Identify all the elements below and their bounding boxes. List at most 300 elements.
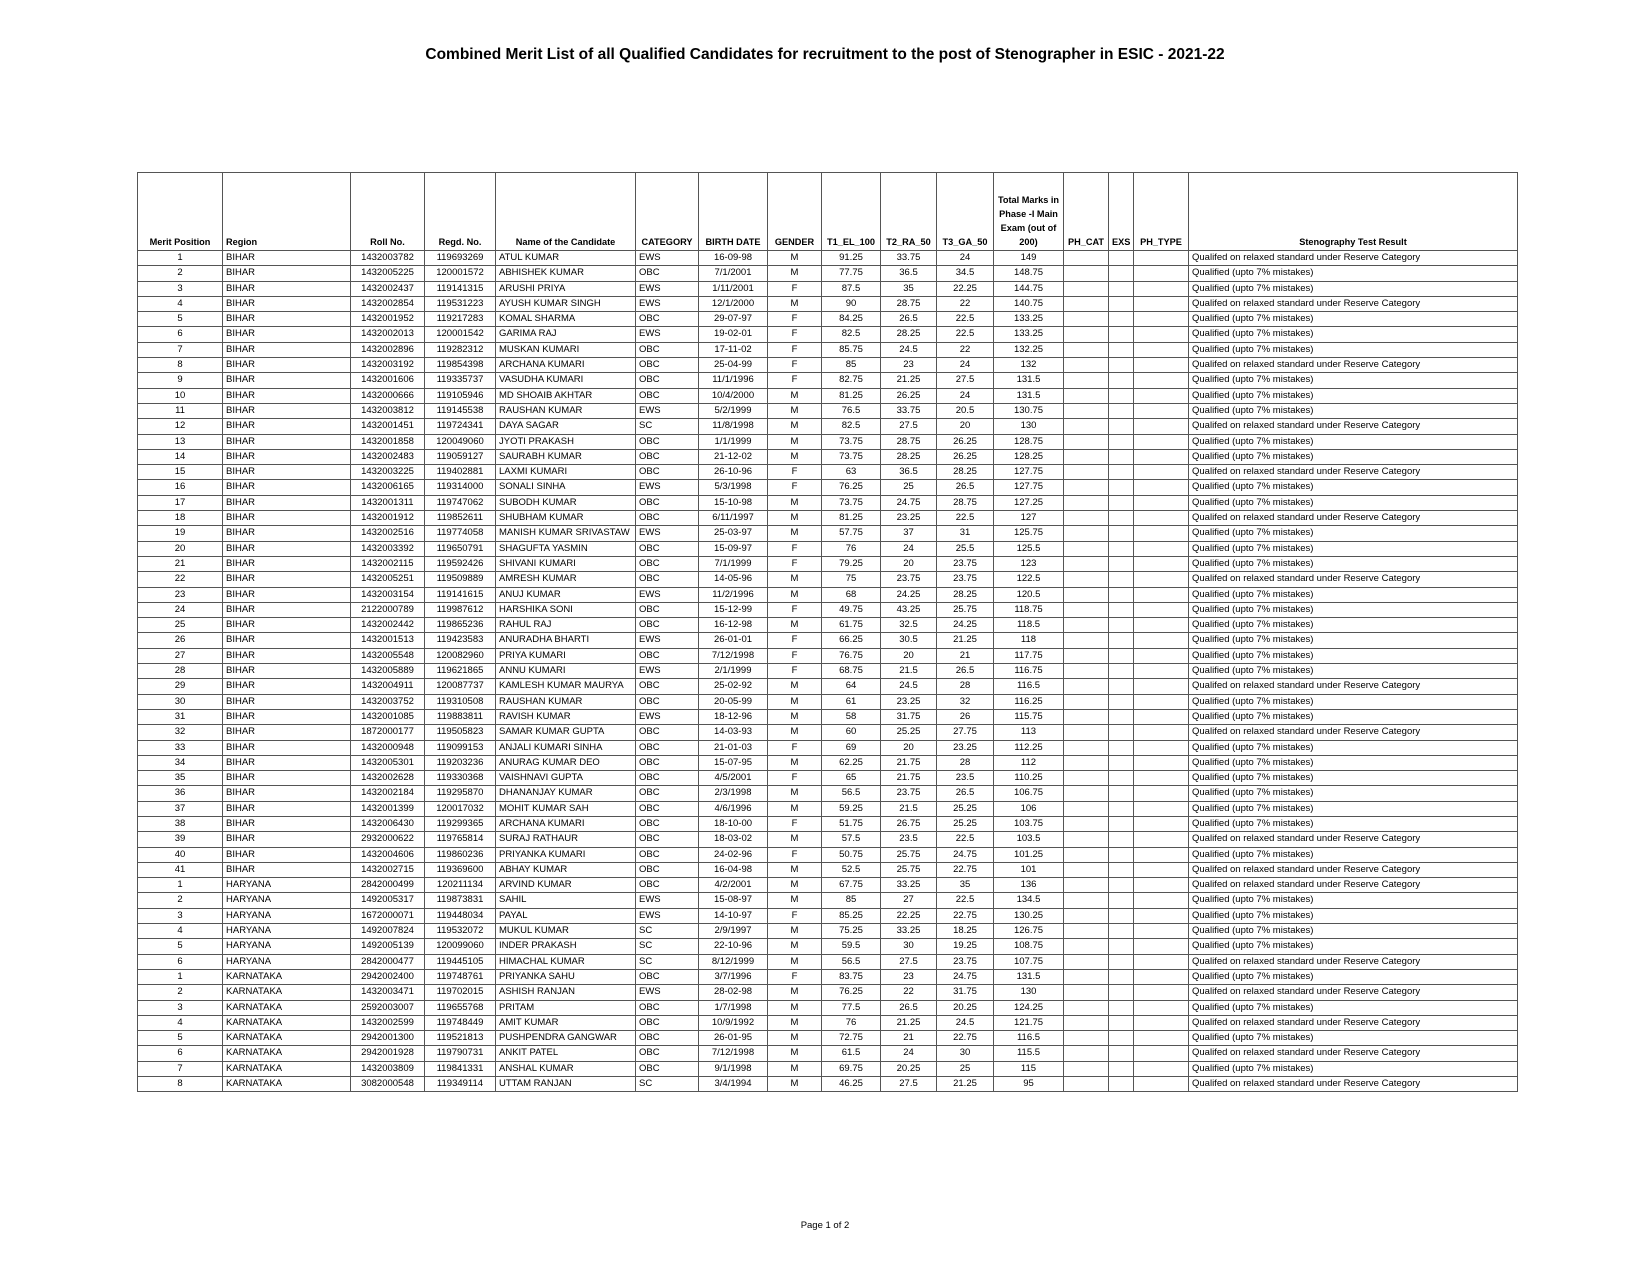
steno-result-cell: Qualified (upto 7% mistakes)	[1189, 908, 1518, 923]
gender-cell: M	[768, 709, 822, 724]
table-row	[138, 495, 1518, 510]
category-cell: OBC	[636, 1046, 699, 1061]
gender-cell: F	[768, 602, 822, 617]
exs-cell	[1109, 251, 1134, 266]
category-cell: EWS	[636, 251, 699, 266]
birth-date-cell: 17-11-02	[699, 342, 768, 357]
table-row	[138, 847, 1518, 862]
table-row	[138, 312, 1518, 327]
merit-position-cell: 34	[138, 755, 223, 770]
gender-cell: F	[768, 541, 822, 556]
birth-date-cell: 29-07-97	[699, 312, 768, 327]
merit-position-cell: 6	[138, 1046, 223, 1061]
ph-cat-cell	[1064, 266, 1109, 281]
t1-el-100-cell: 69	[822, 740, 881, 755]
exs-cell	[1109, 556, 1134, 571]
t3-ga-50-cell: 35	[937, 878, 994, 893]
t2-ra-50-cell: 25	[881, 480, 937, 495]
steno-result-cell: Qualified (upto 7% mistakes)	[1189, 1031, 1518, 1046]
category-cell: OBC	[636, 878, 699, 893]
birth-date-cell: 1/11/2001	[699, 281, 768, 296]
steno-result-cell: Qualified (upto 7% mistakes)	[1189, 939, 1518, 954]
t3-ga-50-cell: 25.5	[937, 541, 994, 556]
exs-cell	[1109, 862, 1134, 877]
region-cell: BIHAR	[223, 541, 351, 556]
regd-no-cell: 119883811	[425, 709, 496, 724]
roll-no-cell: 1432003225	[351, 465, 425, 480]
steno-result-cell: Qualified (upto 7% mistakes)	[1189, 556, 1518, 571]
t3-ga-50-cell: 23.75	[937, 954, 994, 969]
merit-position-cell: 16	[138, 480, 223, 495]
merit-list-table	[137, 172, 1518, 1092]
t1-el-100-cell: 62.25	[822, 755, 881, 770]
gender-cell: M	[768, 878, 822, 893]
gender-cell: M	[768, 1000, 822, 1015]
candidate-name-cell: UTTAM RANJAN	[496, 1077, 636, 1092]
regd-no-cell: 120087737	[425, 679, 496, 694]
total-marks-cell: 103.5	[994, 832, 1064, 847]
ph-type-cell	[1134, 281, 1189, 296]
candidate-name-cell: SURAJ RATHAUR	[496, 832, 636, 847]
table-row	[138, 633, 1518, 648]
birth-date-cell: 18-03-02	[699, 832, 768, 847]
birth-date-cell: 22-10-96	[699, 939, 768, 954]
birth-date-cell: 20-05-99	[699, 694, 768, 709]
t2-ra-50-cell: 23.25	[881, 694, 937, 709]
candidate-name-cell: RAUSHAN KUMAR	[496, 694, 636, 709]
merit-position-cell: 27	[138, 648, 223, 663]
total-marks-cell: 101.25	[994, 847, 1064, 862]
ph-type-cell	[1134, 373, 1189, 388]
regd-no-cell: 119852611	[425, 511, 496, 526]
candidate-name-cell: SAMAR KUMAR GUPTA	[496, 725, 636, 740]
t1-el-100-cell: 76.75	[822, 648, 881, 663]
merit-position-cell: 35	[138, 771, 223, 786]
steno-result-cell: Qualifed on relaxed standard under Reserve Category	[1189, 572, 1518, 587]
gender-cell: F	[768, 373, 822, 388]
exs-cell	[1109, 816, 1134, 831]
steno-result-cell: Qualifed on relaxed standard under Reserve Category	[1189, 832, 1518, 847]
header-region: Region	[223, 173, 351, 251]
t2-ra-50-cell: 33.75	[881, 251, 937, 266]
exs-cell	[1109, 572, 1134, 587]
exs-cell	[1109, 740, 1134, 755]
regd-no-cell: 119310508	[425, 694, 496, 709]
table-row	[138, 969, 1518, 984]
category-cell: SC	[636, 419, 699, 434]
table-row	[138, 465, 1518, 480]
roll-no-cell: 1432001912	[351, 511, 425, 526]
regd-no-cell: 119748449	[425, 1015, 496, 1030]
roll-no-cell: 1432002516	[351, 526, 425, 541]
category-cell: EWS	[636, 403, 699, 418]
t2-ra-50-cell: 26.75	[881, 816, 937, 831]
candidate-name-cell: ANKIT PATEL	[496, 1046, 636, 1061]
candidate-name-cell: RAVISH KUMAR	[496, 709, 636, 724]
steno-result-cell: Qualified (upto 7% mistakes)	[1189, 449, 1518, 464]
total-marks-cell: 125.75	[994, 526, 1064, 541]
birth-date-cell: 2/3/1998	[699, 786, 768, 801]
ph-cat-cell	[1064, 495, 1109, 510]
t1-el-100-cell: 85.75	[822, 342, 881, 357]
candidate-name-cell: MD SHOAIB AKHTAR	[496, 388, 636, 403]
roll-no-cell: 2932000622	[351, 832, 425, 847]
table-body	[138, 251, 1518, 1092]
category-cell: OBC	[636, 816, 699, 831]
ph-type-cell	[1134, 816, 1189, 831]
steno-result-cell: Qualified (upto 7% mistakes)	[1189, 495, 1518, 510]
t1-el-100-cell: 76.5	[822, 403, 881, 418]
exs-cell	[1109, 969, 1134, 984]
ph-cat-cell	[1064, 281, 1109, 296]
birth-date-cell: 11/1/1996	[699, 373, 768, 388]
total-marks-cell: 120.5	[994, 587, 1064, 602]
candidate-name-cell: AMRESH KUMAR	[496, 572, 636, 587]
merit-position-cell: 21	[138, 556, 223, 571]
roll-no-cell: 1432005889	[351, 664, 425, 679]
t2-ra-50-cell: 22	[881, 985, 937, 1000]
regd-no-cell: 119369600	[425, 862, 496, 877]
total-marks-cell: 115.75	[994, 709, 1064, 724]
exs-cell	[1109, 847, 1134, 862]
header-ph-type: PH_TYPE	[1134, 173, 1189, 251]
roll-no-cell: 1432002483	[351, 449, 425, 464]
steno-result-cell: Qualified (upto 7% mistakes)	[1189, 480, 1518, 495]
merit-position-cell: 3	[138, 908, 223, 923]
ph-cat-cell	[1064, 832, 1109, 847]
steno-result-cell: Qualified (upto 7% mistakes)	[1189, 664, 1518, 679]
regd-no-cell: 119854398	[425, 358, 496, 373]
region-cell: BIHAR	[223, 602, 351, 617]
birth-date-cell: 6/11/1997	[699, 511, 768, 526]
region-cell: BIHAR	[223, 434, 351, 449]
regd-no-cell: 119145538	[425, 403, 496, 418]
merit-position-cell: 8	[138, 1077, 223, 1092]
exs-cell	[1109, 1061, 1134, 1076]
region-cell: KARNATAKA	[223, 1000, 351, 1015]
table-row	[138, 251, 1518, 266]
birth-date-cell: 28-02-98	[699, 985, 768, 1000]
birth-date-cell: 8/12/1999	[699, 954, 768, 969]
t2-ra-50-cell: 21.5	[881, 801, 937, 816]
birth-date-cell: 25-02-92	[699, 679, 768, 694]
regd-no-cell: 119282312	[425, 342, 496, 357]
region-cell: BIHAR	[223, 388, 351, 403]
birth-date-cell: 25-04-99	[699, 358, 768, 373]
ph-cat-cell	[1064, 694, 1109, 709]
t3-ga-50-cell: 22.25	[937, 281, 994, 296]
ph-cat-cell	[1064, 541, 1109, 556]
table-row	[138, 480, 1518, 495]
regd-no-cell: 119724341	[425, 419, 496, 434]
category-cell: EWS	[636, 480, 699, 495]
table-row	[138, 954, 1518, 969]
ph-cat-cell	[1064, 878, 1109, 893]
candidate-name-cell: SUBODH KUMAR	[496, 495, 636, 510]
total-marks-cell: 127	[994, 511, 1064, 526]
birth-date-cell: 2/9/1997	[699, 924, 768, 939]
merit-position-cell: 9	[138, 373, 223, 388]
region-cell: BIHAR	[223, 342, 351, 357]
t2-ra-50-cell: 20	[881, 740, 937, 755]
total-marks-cell: 133.25	[994, 327, 1064, 342]
total-marks-cell: 115	[994, 1061, 1064, 1076]
steno-result-cell: Qualified (upto 7% mistakes)	[1189, 434, 1518, 449]
total-marks-cell: 148.75	[994, 266, 1064, 281]
category-cell: OBC	[636, 572, 699, 587]
total-marks-cell: 128.75	[994, 434, 1064, 449]
category-cell: OBC	[636, 1015, 699, 1030]
merit-position-cell: 6	[138, 954, 223, 969]
merit-position-cell: 39	[138, 832, 223, 847]
region-cell: BIHAR	[223, 327, 351, 342]
gender-cell: F	[768, 664, 822, 679]
ph-cat-cell	[1064, 755, 1109, 770]
candidate-name-cell: PRIYANKA KUMARI	[496, 847, 636, 862]
t1-el-100-cell: 82.5	[822, 419, 881, 434]
gender-cell: F	[768, 312, 822, 327]
birth-date-cell: 26-10-96	[699, 465, 768, 480]
table-row	[138, 801, 1518, 816]
birth-date-cell: 11/8/1998	[699, 419, 768, 434]
candidate-name-cell: MUSKAN KUMARI	[496, 342, 636, 357]
candidate-name-cell: JYOTI PRAKASH	[496, 434, 636, 449]
candidate-name-cell: ANNU KUMARI	[496, 664, 636, 679]
candidate-name-cell: DHANANJAY KUMAR	[496, 786, 636, 801]
total-marks-cell: 131.5	[994, 388, 1064, 403]
ph-type-cell	[1134, 786, 1189, 801]
roll-no-cell: 1432001311	[351, 495, 425, 510]
t3-ga-50-cell: 22.5	[937, 832, 994, 847]
ph-cat-cell	[1064, 480, 1109, 495]
t3-ga-50-cell: 20.25	[937, 1000, 994, 1015]
region-cell: BIHAR	[223, 786, 351, 801]
gender-cell: M	[768, 985, 822, 1000]
header-t2-ra-50: T2_RA_50	[881, 173, 937, 251]
table-row	[138, 1031, 1518, 1046]
roll-no-cell: 1432004911	[351, 679, 425, 694]
ph-cat-cell	[1064, 939, 1109, 954]
ph-type-cell	[1134, 251, 1189, 266]
gender-cell: M	[768, 526, 822, 541]
regd-no-cell: 119702015	[425, 985, 496, 1000]
steno-result-cell: Qualifed on relaxed standard under Reserve Category	[1189, 419, 1518, 434]
t3-ga-50-cell: 25.25	[937, 801, 994, 816]
steno-result-cell: Qualified (upto 7% mistakes)	[1189, 526, 1518, 541]
candidate-name-cell: PRIYA KUMARI	[496, 648, 636, 663]
t1-el-100-cell: 57.5	[822, 832, 881, 847]
t1-el-100-cell: 69.75	[822, 1061, 881, 1076]
ph-type-cell	[1134, 1015, 1189, 1030]
roll-no-cell: 1432004606	[351, 847, 425, 862]
t2-ra-50-cell: 32.5	[881, 618, 937, 633]
region-cell: HARYANA	[223, 939, 351, 954]
exs-cell	[1109, 480, 1134, 495]
t2-ra-50-cell: 26.25	[881, 388, 937, 403]
exs-cell	[1109, 373, 1134, 388]
ph-cat-cell	[1064, 801, 1109, 816]
header-birth-date: BIRTH DATE	[699, 173, 768, 251]
ph-type-cell	[1134, 556, 1189, 571]
table-row	[138, 434, 1518, 449]
ph-type-cell	[1134, 847, 1189, 862]
candidate-name-cell: GARIMA RAJ	[496, 327, 636, 342]
steno-result-cell: Qualifed on relaxed standard under Reserve Category	[1189, 358, 1518, 373]
gender-cell: F	[768, 648, 822, 663]
steno-result-cell: Qualified (upto 7% mistakes)	[1189, 709, 1518, 724]
candidate-name-cell: ARVIND KUMAR	[496, 878, 636, 893]
total-marks-cell: 149	[994, 251, 1064, 266]
table-row	[138, 526, 1518, 541]
t1-el-100-cell: 90	[822, 296, 881, 311]
table-row	[138, 1015, 1518, 1030]
candidate-name-cell: PRIYANKA SAHU	[496, 969, 636, 984]
steno-result-cell: Qualified (upto 7% mistakes)	[1189, 924, 1518, 939]
roll-no-cell: 1432006430	[351, 816, 425, 831]
total-marks-cell: 115.5	[994, 1046, 1064, 1061]
t3-ga-50-cell: 21	[937, 648, 994, 663]
total-marks-cell: 127.75	[994, 465, 1064, 480]
table-row	[138, 556, 1518, 571]
t3-ga-50-cell: 28	[937, 679, 994, 694]
ph-cat-cell	[1064, 908, 1109, 923]
t3-ga-50-cell: 20.5	[937, 403, 994, 418]
total-marks-cell: 127.25	[994, 495, 1064, 510]
merit-position-cell: 3	[138, 1000, 223, 1015]
category-cell: OBC	[636, 602, 699, 617]
category-cell: OBC	[636, 465, 699, 480]
category-cell: OBC	[636, 694, 699, 709]
category-cell: OBC	[636, 771, 699, 786]
t2-ra-50-cell: 23	[881, 969, 937, 984]
table-row	[138, 342, 1518, 357]
gender-cell: F	[768, 327, 822, 342]
birth-date-cell: 10/4/2000	[699, 388, 768, 403]
t1-el-100-cell: 81.25	[822, 388, 881, 403]
birth-date-cell: 18-12-96	[699, 709, 768, 724]
ph-cat-cell	[1064, 1000, 1109, 1015]
merit-position-cell: 41	[138, 862, 223, 877]
ph-type-cell	[1134, 633, 1189, 648]
table-row	[138, 985, 1518, 1000]
merit-position-cell: 28	[138, 664, 223, 679]
regd-no-cell: 119790731	[425, 1046, 496, 1061]
t3-ga-50-cell: 34.5	[937, 266, 994, 281]
category-cell: OBC	[636, 373, 699, 388]
ph-cat-cell	[1064, 740, 1109, 755]
candidate-name-cell: SAHIL	[496, 893, 636, 908]
regd-no-cell: 119747062	[425, 495, 496, 510]
ph-cat-cell	[1064, 1061, 1109, 1076]
ph-type-cell	[1134, 526, 1189, 541]
roll-no-cell: 1432002013	[351, 327, 425, 342]
regd-no-cell: 120099060	[425, 939, 496, 954]
candidate-name-cell: MUKUL KUMAR	[496, 924, 636, 939]
steno-result-cell: Qualified (upto 7% mistakes)	[1189, 541, 1518, 556]
category-cell: OBC	[636, 725, 699, 740]
table-row	[138, 832, 1518, 847]
birth-date-cell: 1/1/1999	[699, 434, 768, 449]
steno-result-cell: Qualified (upto 7% mistakes)	[1189, 740, 1518, 755]
gender-cell: M	[768, 1046, 822, 1061]
ph-type-cell	[1134, 403, 1189, 418]
candidate-name-cell: MOHIT KUMAR SAH	[496, 801, 636, 816]
t3-ga-50-cell: 26.5	[937, 664, 994, 679]
ph-type-cell	[1134, 801, 1189, 816]
category-cell: OBC	[636, 847, 699, 862]
header-roll-no: Roll No.	[351, 173, 425, 251]
table-row	[138, 939, 1518, 954]
table-row	[138, 403, 1518, 418]
exs-cell	[1109, 1077, 1134, 1092]
total-marks-cell: 116.5	[994, 1031, 1064, 1046]
birth-date-cell: 19-02-01	[699, 327, 768, 342]
gender-cell: M	[768, 939, 822, 954]
birth-date-cell: 10/9/1992	[699, 1015, 768, 1030]
merit-position-cell: 37	[138, 801, 223, 816]
t3-ga-50-cell: 32	[937, 694, 994, 709]
table-row	[138, 908, 1518, 923]
category-cell: EWS	[636, 985, 699, 1000]
regd-no-cell: 119650791	[425, 541, 496, 556]
roll-no-cell: 1432002628	[351, 771, 425, 786]
total-marks-cell: 131.5	[994, 969, 1064, 984]
candidate-name-cell: ARUSHI PRIYA	[496, 281, 636, 296]
t1-el-100-cell: 82.75	[822, 373, 881, 388]
gender-cell: M	[768, 388, 822, 403]
gender-cell: F	[768, 358, 822, 373]
t3-ga-50-cell: 24.75	[937, 969, 994, 984]
regd-no-cell: 119532072	[425, 924, 496, 939]
gender-cell: M	[768, 832, 822, 847]
candidate-name-cell: KAMLESH KUMAR MAURYA	[496, 679, 636, 694]
exs-cell	[1109, 266, 1134, 281]
table-row	[138, 511, 1518, 526]
gender-cell: M	[768, 1031, 822, 1046]
merit-position-cell: 22	[138, 572, 223, 587]
candidate-name-cell: ASHISH RANJAN	[496, 985, 636, 1000]
exs-cell	[1109, 296, 1134, 311]
total-marks-cell: 132.25	[994, 342, 1064, 357]
ph-type-cell	[1134, 572, 1189, 587]
ph-cat-cell	[1064, 786, 1109, 801]
t2-ra-50-cell: 36.5	[881, 465, 937, 480]
merit-position-cell: 1	[138, 878, 223, 893]
t1-el-100-cell: 67.75	[822, 878, 881, 893]
region-cell: BIHAR	[223, 449, 351, 464]
t1-el-100-cell: 75	[822, 572, 881, 587]
merit-position-cell: 31	[138, 709, 223, 724]
exs-cell	[1109, 342, 1134, 357]
category-cell: OBC	[636, 434, 699, 449]
ph-cat-cell	[1064, 602, 1109, 617]
t1-el-100-cell: 57.75	[822, 526, 881, 541]
ph-cat-cell	[1064, 679, 1109, 694]
candidate-name-cell: AYUSH KUMAR SINGH	[496, 296, 636, 311]
merit-position-cell: 17	[138, 495, 223, 510]
ph-cat-cell	[1064, 985, 1109, 1000]
ph-type-cell	[1134, 664, 1189, 679]
regd-no-cell: 119099153	[425, 740, 496, 755]
merit-position-cell: 25	[138, 618, 223, 633]
gender-cell: M	[768, 434, 822, 449]
exs-cell	[1109, 633, 1134, 648]
t1-el-100-cell: 82.5	[822, 327, 881, 342]
table-row	[138, 541, 1518, 556]
ph-cat-cell	[1064, 633, 1109, 648]
exs-cell	[1109, 419, 1134, 434]
gender-cell: F	[768, 740, 822, 755]
